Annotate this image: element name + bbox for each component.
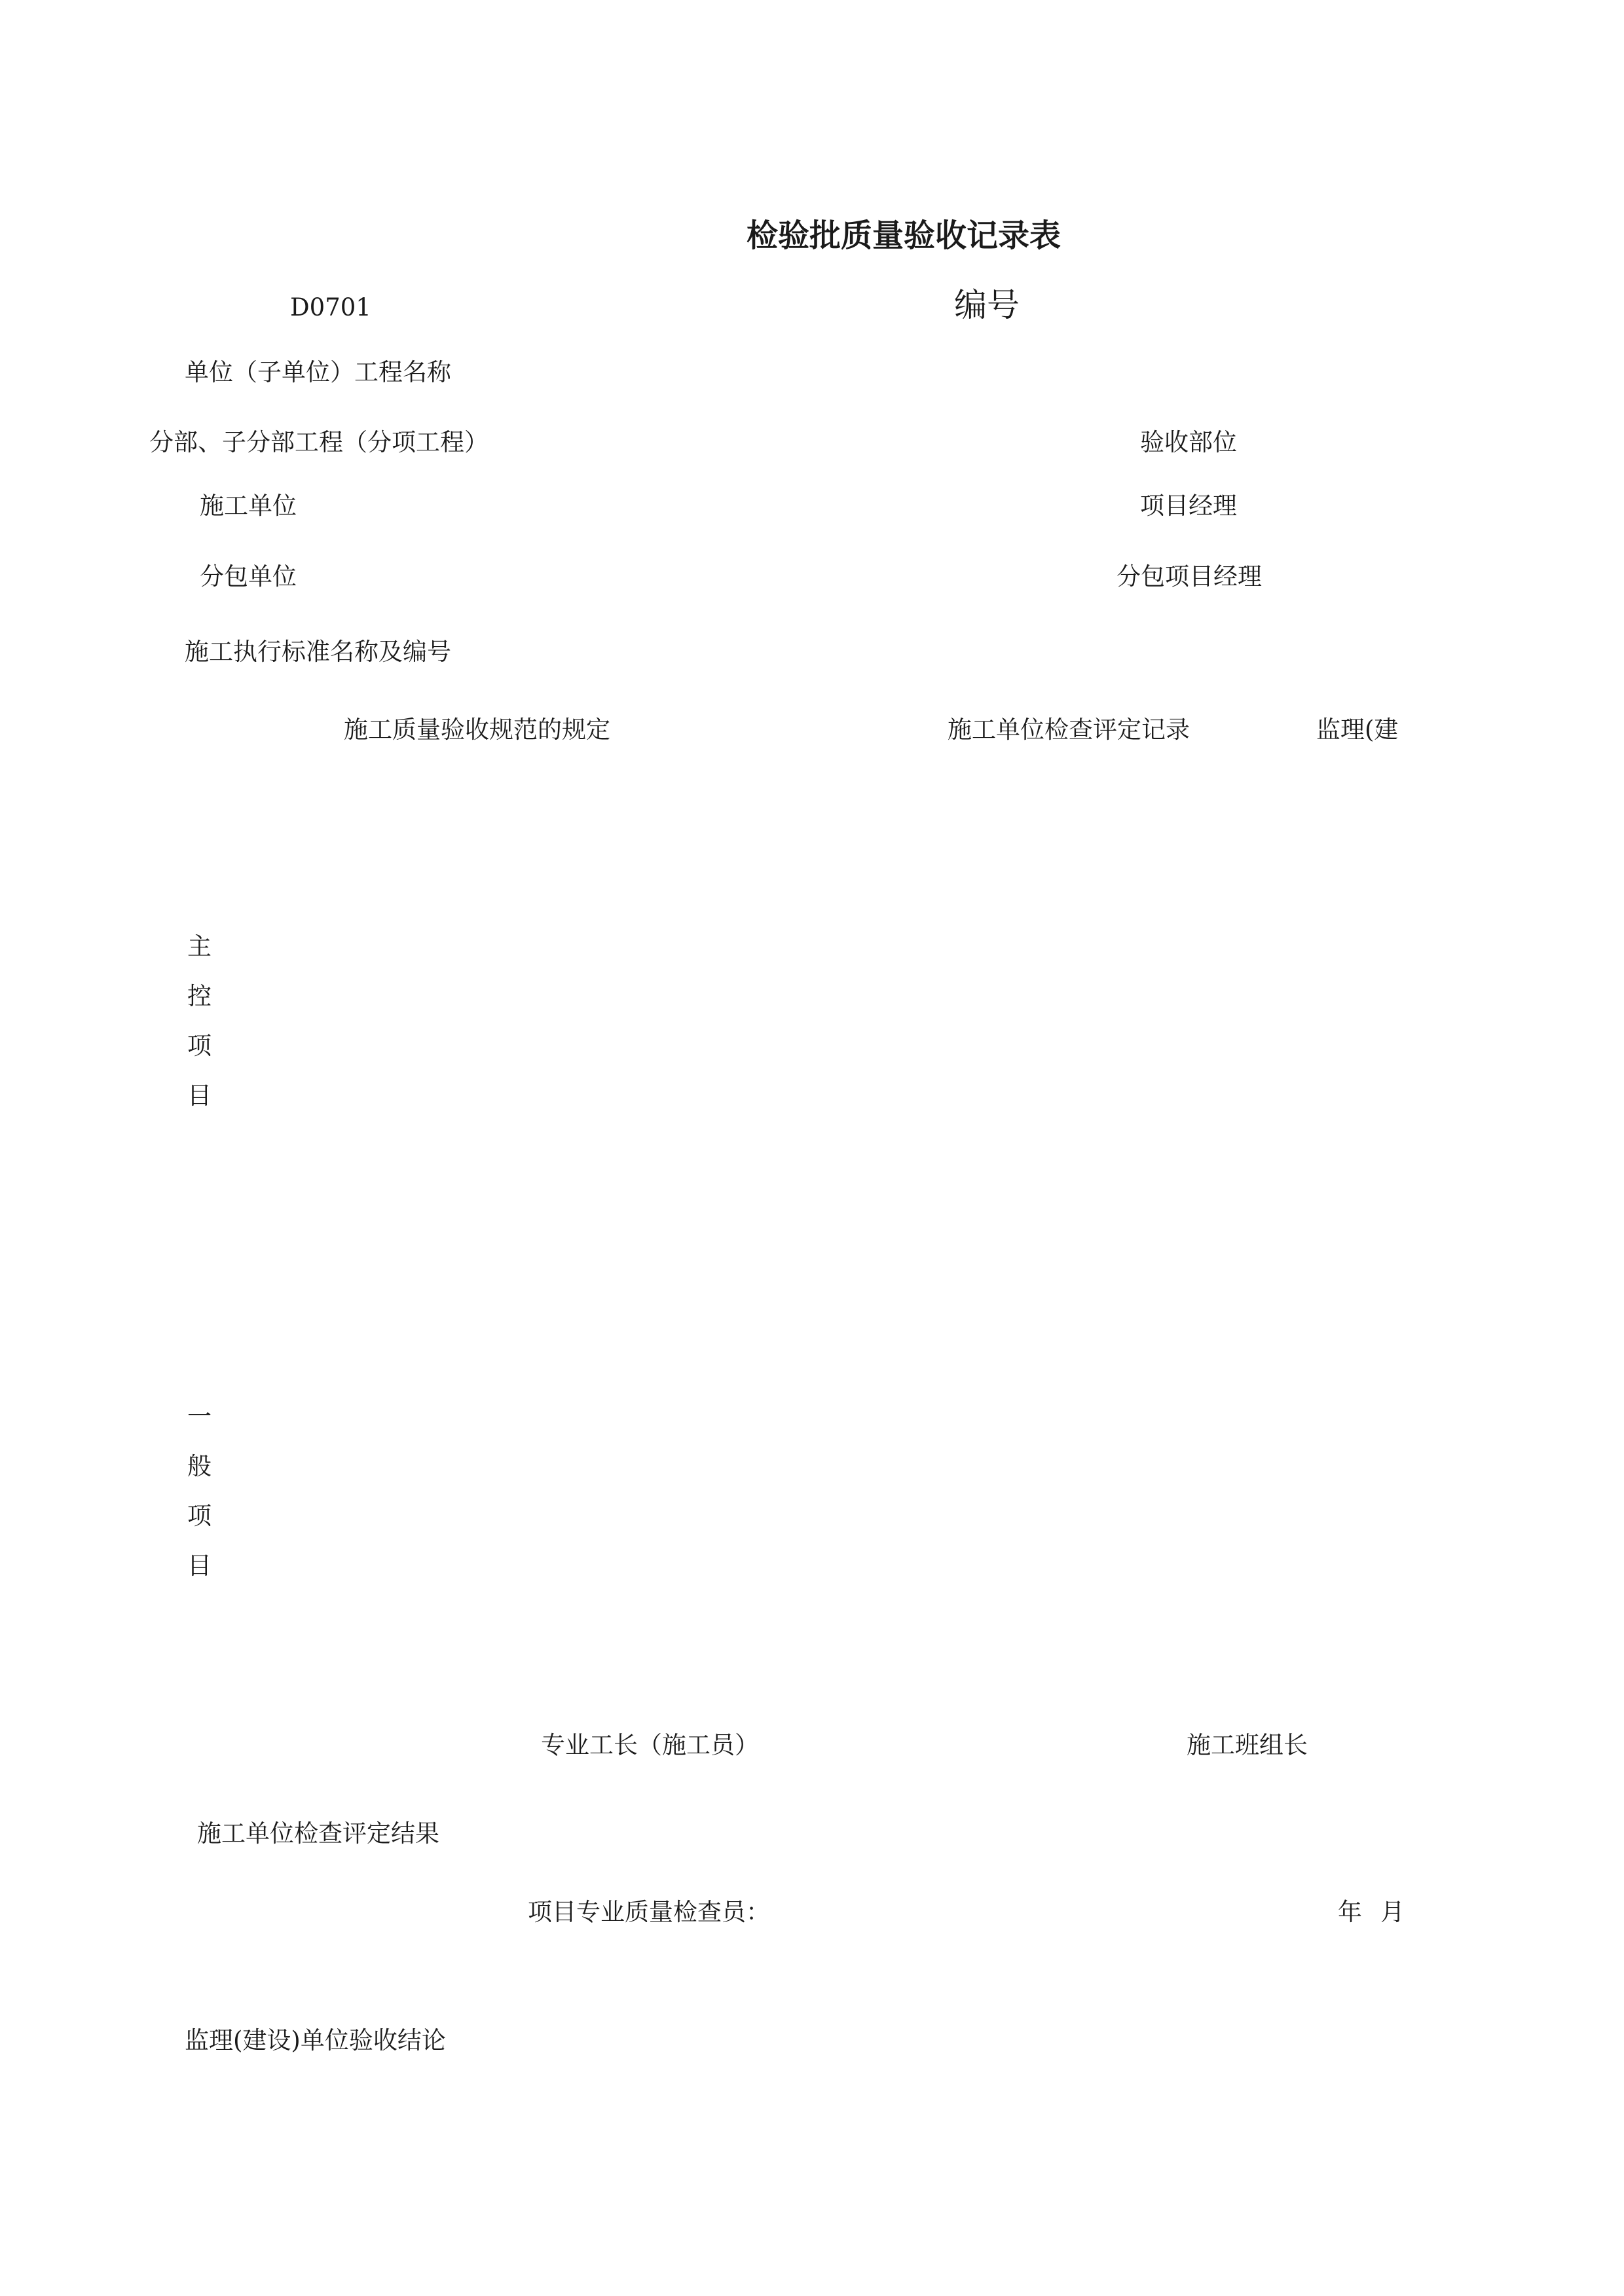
form-code: D0701 (290, 293, 371, 321)
foreman-label: 专业工长（施工员） (541, 1731, 759, 1759)
header-supervision: 监理(建 (1316, 716, 1399, 744)
main-control-char: 目 (187, 1082, 212, 1110)
month-label-clipped (1380, 1898, 1405, 1927)
general-char: 目 (187, 1552, 212, 1580)
year-label: 年 (1338, 1898, 1362, 1926)
project-manager-label: 项目经理 (1140, 492, 1237, 520)
standard-name-number-label: 施工执行标准名称及编号 (185, 638, 451, 666)
sub-division-label: 分部、子分部工程（分项工程） (149, 428, 489, 456)
subcontract-project-manager-label: 分包项目经理 (1116, 562, 1262, 591)
header-construction-record: 施工单位检查评定记录 (948, 716, 1190, 744)
general-char: 一 (187, 1402, 212, 1430)
main-control-char: 主 (187, 932, 212, 960)
general-items-label (187, 1403, 212, 1580)
supervision-conclusion-label: 监理(建设)单位验收结论 (185, 2026, 446, 2054)
form-title: 检验批质量验收记录表 (747, 217, 1061, 254)
main-control-char: 项 (187, 1032, 212, 1060)
number-label: 编号 (954, 286, 1020, 324)
general-char: 项 (187, 1502, 212, 1530)
acceptance-location-label: 验收部位 (1140, 428, 1237, 456)
construction-unit-label: 施工单位 (200, 492, 297, 520)
month-label: 月 (1380, 1898, 1405, 1926)
unit-project-name-label: 单位（子单位）工程名称 (185, 358, 451, 386)
main-control-items-label (187, 933, 212, 1110)
check-result-label: 施工单位检查评定结果 (197, 1819, 439, 1848)
subcontract-unit-label: 分包单位 (200, 562, 297, 591)
header-spec: 施工质量验收规范的规定 (344, 716, 610, 744)
main-control-char: 控 (187, 982, 212, 1010)
general-char: 般 (187, 1452, 212, 1480)
team-leader-label: 施工班组长 (1187, 1731, 1308, 1759)
header-supervision-clipped (1316, 716, 1399, 744)
quality-inspector-label: 项目专业质量检查员： (528, 1898, 770, 1926)
